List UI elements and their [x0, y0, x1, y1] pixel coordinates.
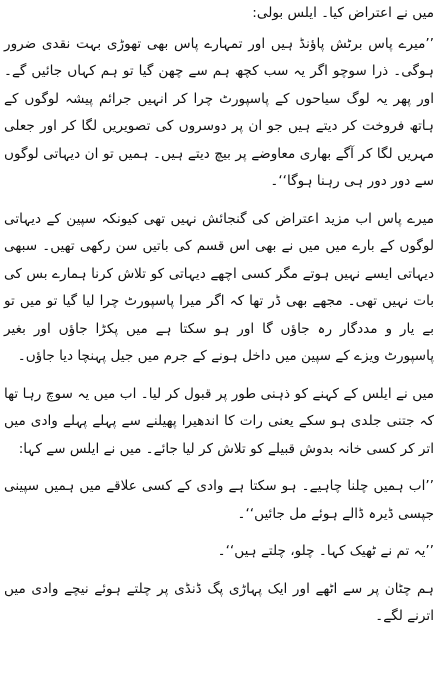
paragraph-villagers-concern: میرے پاس اب مزید اعتراض کی گنجائش نہیں تھی کیونکہ سپین کے دیہاتی لوگوں کے بارے میں میں نے بھی اس قسم کی باتیں سن رکھی تھیں۔ سبھی دیہاتی ایسے نہیں ہوتے مگر کسی اچھے دیہاتی کو تلاش کرنا ہمارے بس کی بات نہیں تھی۔ مجھے بھی ڈر تھا کہ اگر میرا پاسپورٹ چرا لیا گیا تو میں تو بے یار و مددگار رہ جاؤں گا اور ہو سکتا ہے میں پکڑا جاؤں اور بغیر پاسپورٹ ویزے کے سپین میں داخل ہونے کے جرم میں جیل پہنچا دیا جاؤں۔: [4, 210, 434, 364]
paragraph-decision: میں نے ایلس کے کہنے کو ذہنی طور پر قبول کر لیا۔ اب میں یہ سوچ رہا تھا کہ جتنی جلدی ہو سکے یعنی رات کا اندھیرا پھیلنے سے پہلے پہلے وادی میں اتر کر کسی خانہ بدوش قبیلے کو تلاش کر لیا جائے۔ میں نے ایلس سے کہا:: [4, 385, 434, 457]
paragraph-agreement: ’’یہ تم نے ٹھیک کہا۔ چلو، چلتے ہیں‘‘۔: [217, 543, 434, 559]
paragraph-descent: ہم چٹان پر سے اٹھے اور ایک پہاڑی پگ ڈنڈی پر چلتے ہوئے نیچے وادی میں اترنے لگے۔: [4, 580, 434, 624]
paragraph-alice-warning: ’’میرے پاس برٹش پاؤنڈ ہیں اور تمہارے پاس بھی تھوڑی بہت نقدی ضرور ہوگی۔ ذرا سوچو اگر یہ سب کچھ ہم سے چھن گیا تو ہم کہاں جائیں گے۔ اور پھر یہ لوگ سیاحوں کے پاسپورٹ چرا کر انہیں جرائم پیشہ لوگوں کے ہاتھ فروخت کر دیتے ہیں جو ان پر دوسروں کی تصویریں لگا کر اور جعلی مہریں لگا کر آگے بھاری معاوضے پر بیچ دیتے ہیں۔ ہمیں تو ان دیہاتی لوگوں سے دور دور ہی رہنا ہوگا‘‘۔: [4, 35, 434, 189]
paragraph-objection: میں نے اعتراض کیا۔ ایلس بولی:: [252, 5, 434, 21]
paragraph-lets-go: ’’اب ہمیں چلنا چاہیے۔ ہو سکتا ہے وادی کے کسی علاقے میں ہمیں سپینی جپسی ڈیرہ ڈالے ہوئے مل جائیں‘‘۔: [4, 478, 434, 522]
document-page: [4, 0, 434, 700]
